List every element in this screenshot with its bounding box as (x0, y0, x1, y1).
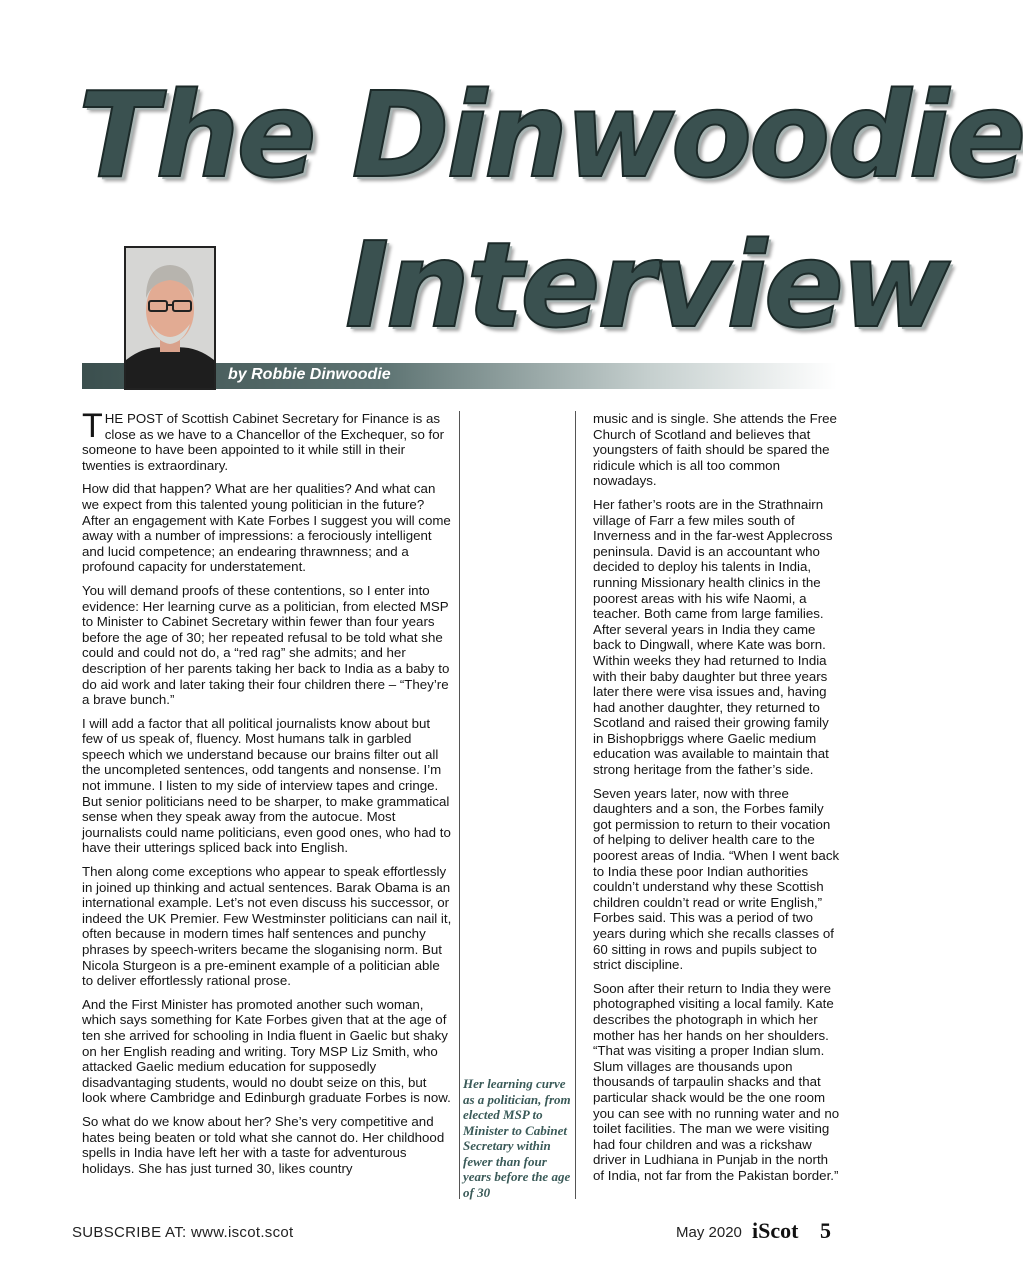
article-paragraph: Seven years later, now with three daughters and a son, the Forbes family got permission to return to their vocation of helping to deliver health care to the poorest areas of India. “When I went back to India these poor Indian authorities couldn’t understand why these Scottish children couldn’t read or write English,” Forbes said. This was a period of two years during which she recalls classes of 60 sitting in rows and pupils subject to strict discipline. (593, 785, 840, 973)
article-paragraph: So what do we know about her? She’s very competitive and hates being beaten or told what she cannot do. Her childhood spells in India have left her with a taste for adventurous holidays. She has just turned 30, likes country (82, 1113, 445, 1176)
headline-line-1: The Dinwoodie (78, 66, 1023, 204)
page-number: 5 (820, 1218, 831, 1243)
article-paragraph: How did that happen? What are her qualities? And what can we expect from this talented young politician in the future? After an engagement with Kate Forbes I suggest you will come away with a number of impressions: a ferociously intelligent and lucid competence; an endearing thrawnness; and a profound capacity for understatement. (82, 481, 451, 575)
subscribe-link[interactable]: SUBSCRIBE AT: www.iscot.scot (72, 1224, 294, 1241)
article-paragraph: Soon after their return to India they were photographed visiting a local family. Kate describes the photograph in which her mother has her hands on her shoulders. “That was visiting a proper Indian slum. Slum villages are thousands upon thousands of tarpaulin shacks and that particular shack would be the one room you can see with no running water and no toilet facilities. The man we were visiting had four children and was a rickshaw driver in Ludhiana in Punjab in the north of India, not far from the Pakistan border.” (593, 980, 840, 1183)
drop-cap: T (82, 407, 103, 445)
headline-line-2: Interview (345, 216, 947, 354)
article-paragraph: And the First Minister has promoted another such woman, which says something for Kate Forbes given that at the age of ten she arrived for schooling in India fluent in Gaelic but shaky on her English reading and writing. Tory MSP Liz Smith, who attacked Gaelic medium education for supposedly disadvantaging students, would no doubt seize on this, but look where Cambridge and Edinburgh graduate Forbes is now. (82, 996, 451, 1106)
pull-quote: Her learning curve as a politician, from elected MSP to Minister to Cabinet Secretary within fewer than four years before the age of 30 (463, 1076, 571, 1200)
article-paragraph: music and is single. She attends the Free Church of Scotland and believes that youngsters of faith should be spared the ridicule which is all too common nowadays. (593, 411, 837, 489)
article-column-1 (82, 407, 454, 1184)
byline: by Robbie Dinwoodie (228, 366, 391, 383)
column-divider (459, 411, 460, 1199)
article-paragraph: You will demand proofs of these contentions, so I enter into evidence: Her learning curve as a politician, from elected MSP to Minister to Cabinet Secretary within fewer than four years before the age of 30; her repeated refusal to be told what she could and could not do, a “red rag” she admits; and her description of her parents taking her back to India as a baby to do aid work and later taking their four children there – “They’re a brave bunch.” (82, 582, 450, 708)
article-paragraph: Then along come exceptions who appear to speak effortlessly in joined up thinking and actual sentences. Barak Obama is an international example. Let’s not even discuss his successor, or indeed the UK Premier. Few Westminster politicians can nail it, often because in modern times half sentences and punchy phrases by speech-writers became the sloganising norm. But Nicola Sturgeon is a pre-eminent example of a politician able to deliver effortlessly rational prose. (82, 864, 452, 989)
author-photo (124, 246, 216, 390)
issue-date: May 2020 (676, 1224, 742, 1241)
column-divider (575, 411, 576, 1199)
article-paragraph: Her father’s roots are in the Strathnairn village of Farr a few miles south of Inverness and in the far-west Applecross peninsula. David is an accountant who decided to deploy his talents in India, running Missionary health clinics in the poorest areas with his wife Naomi, a teacher. Both came from large families. After several years in India they came back to Dingwall, where Kate was born. Within weeks they had returned to India with their baby daughter but three years later there were visa issues and, having had another daughter, they returned to Scotland and raised their growing family in Bishopbriggs where Gaelic medium education was available to maintain that strong heritage from the father’s side. (593, 496, 833, 778)
article-paragraph: THE POST of Scottish Cabinet Secretary for Finance is as close as we have to a Chancellor of the Exchequer, so for someone to have been appointed to it while still in their twenties is extraordinary. (82, 407, 445, 473)
brand-logo: iScot (752, 1218, 799, 1243)
article-column-2 (593, 411, 841, 1192)
article-paragraph: I will add a factor that all political journalists know about but few of us speak of, fluency. Most humans talk in garbled speech which we understand because our brains filter out all the uncompleted sentences, odd tangents and nonsense. I’m not immune. I listen to my side of interview tapes and cringe. But senior politicians need to be sharper, to make grammatical sense when they speak away from the autocue. Most journalists could name politicians, even good ones, who had to have their utterings spliced back into English. (82, 715, 451, 856)
